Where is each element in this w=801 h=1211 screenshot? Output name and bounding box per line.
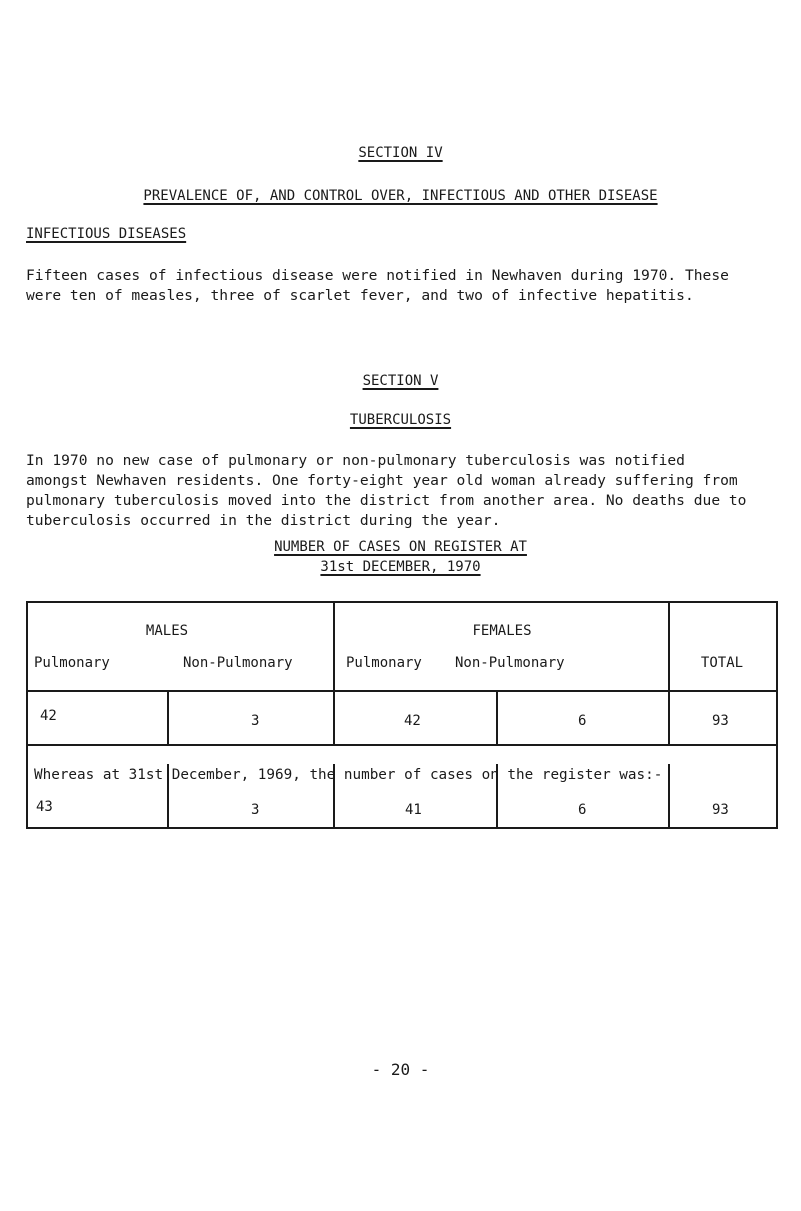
cell-1969-male-pulmonary: 43 xyxy=(36,799,53,815)
row1-divider-d xyxy=(668,692,670,744)
row2-divider-d xyxy=(668,764,670,827)
tuberculosis-heading: TUBERCULOSIS xyxy=(349,412,452,428)
section-v-heading: SECTION V xyxy=(362,373,439,389)
section-iv-subheading: PREVALENCE OF, AND CONTROL OVER, INFECTIOUS AND OTHER DISEASE xyxy=(143,188,658,204)
document-page: SECTION IV PREVALENCE OF, AND CONTROL OVER, INFECTIOUS AND OTHER DISEASE INFECTIOUS DISEASES Fifteen cases of infectious disease were notified in Newhaven during 1970. These were ten of measles, three of scarlet fever, and two of infective hepatitis. SECTION V TUBERCULOSIS In 1970 no new case of pulmonary or non-pulmonary tuberculosis was notified amongst Newhaven residents. One forty-eight year old woman already suffering from pulmonary tuberculosis moved into the district from another area. No deaths due to tuberculosis occurred in the district during the year. NUMBER OF CASES ON REGISTER AT 31st DECEMBER, 1970 MALES FEMALES Pulmonary Non-Pulmonary Pulmonary Non-Pulmonary TOTAL 42 3 42 6 93 Whereas at 31st December, 1969, the number of cases on the register was:- 43 3 41 6 93 - 20 - xyxy=(0,0,801,1211)
register-title-line2: 31st DECEMBER, 1970 xyxy=(320,559,481,575)
row1-divider-a xyxy=(167,692,169,744)
table-left-border xyxy=(26,601,28,829)
cell-1969-male-non-pulmonary: 3 xyxy=(251,802,260,818)
infectious-diseases-paragraph: Fifteen cases of infectious disease were notified in Newhaven during 1970. These were ten of measles, three of scarlet fever, and two of infective hepatitis. xyxy=(26,267,729,304)
header-divider-males-females xyxy=(333,601,335,690)
tuberculosis-paragraph: In 1970 no new case of pulmonary or non-pulmonary tuberculosis was notified amongst Newhaven residents. One forty-eight year old woman already suffering from pulmonary tuberculosis moved into the district from another area. No deaths due to tuberculosis occurred in the district during the year. xyxy=(26,452,747,529)
cell-1969-female-pulmonary: 41 xyxy=(405,802,422,818)
header-male-pulmonary: Pulmonary xyxy=(34,655,110,671)
header-female-pulmonary: Pulmonary xyxy=(346,655,422,671)
cell-1970-total: 93 xyxy=(712,713,729,729)
section-iv-heading: SECTION IV xyxy=(358,145,443,161)
table-top-border xyxy=(26,601,778,603)
row1-divider-c xyxy=(496,692,498,744)
cell-1970-female-pulmonary: 42 xyxy=(404,713,421,729)
cell-1970-male-pulmonary: 42 xyxy=(40,708,57,724)
table-header-divider xyxy=(26,690,778,692)
header-male-non-pulmonary: Non-Pulmonary xyxy=(183,655,293,671)
header-divider-females-total xyxy=(668,601,670,690)
cell-1970-female-non-pulmonary: 6 xyxy=(578,713,587,729)
header-female-non-pulmonary: Non-Pulmonary xyxy=(455,655,565,671)
register-1969-note: Whereas at 31st December, 1969, the number of cases on the register was:- xyxy=(34,767,663,783)
infectious-diseases-heading: INFECTIOUS DISEASES xyxy=(26,226,187,242)
table-right-border xyxy=(776,601,778,829)
row1-divider-b xyxy=(333,692,335,744)
page-number: - 20 - xyxy=(371,1060,430,1079)
table-row-divider xyxy=(26,744,778,746)
cell-1969-female-non-pulmonary: 6 xyxy=(578,802,587,818)
cell-1969-total: 93 xyxy=(712,802,729,818)
cell-1970-male-non-pulmonary: 3 xyxy=(251,713,260,729)
register-title-line1: NUMBER OF CASES ON REGISTER AT xyxy=(274,539,527,555)
table-bottom-border xyxy=(26,827,778,829)
